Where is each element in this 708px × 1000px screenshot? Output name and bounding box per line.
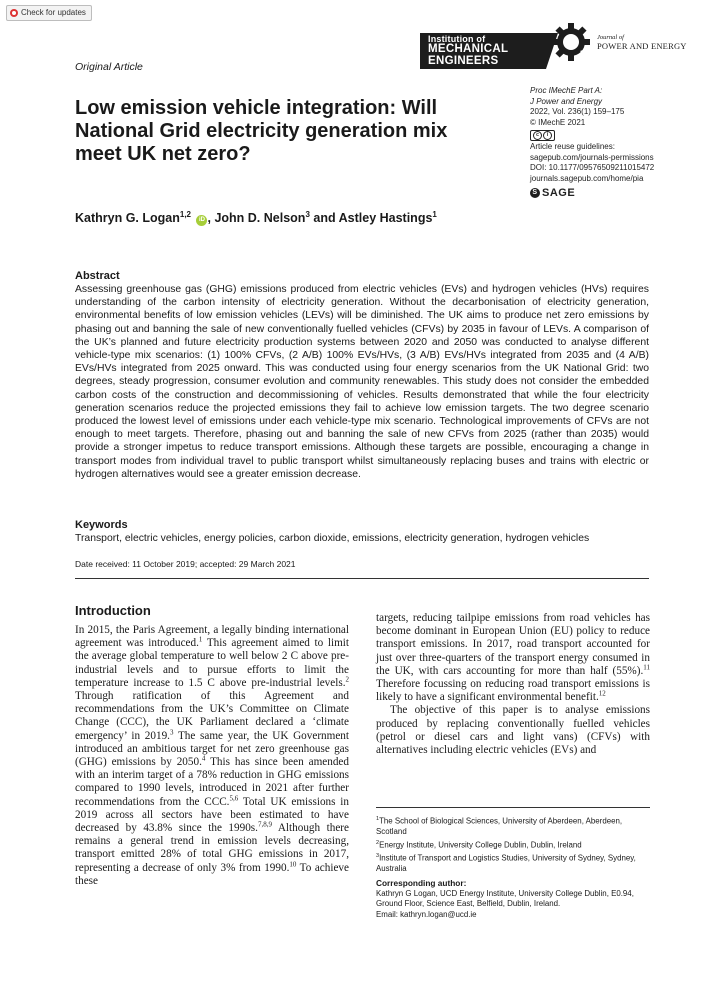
- journal-home-link[interactable]: journals.sagepub.com/home/pia: [530, 173, 644, 183]
- article-type: Original Article: [75, 61, 143, 73]
- publisher-logo-line1: Institution of: [428, 34, 486, 44]
- citation[interactable]: 4: [201, 754, 206, 763]
- author-list: [75, 210, 437, 226]
- orcid-icon[interactable]: iD: [196, 215, 207, 226]
- article-dates: Date received: 11 October 2019; accepted: 29 March 2021: [75, 559, 296, 569]
- footnote-divider: [376, 807, 650, 808]
- citation[interactable]: 11: [643, 663, 650, 672]
- doi-link[interactable]: DOI: 10.1177/09576509211015472: [530, 163, 655, 172]
- volume-info: 2022, Vol. 236(1) 159–175: [530, 107, 625, 116]
- journal-title: POWER AND ENERGY: [597, 41, 687, 51]
- citation[interactable]: 5,6: [229, 793, 239, 802]
- creative-commons-icon: c i: [530, 130, 555, 141]
- journal-of: Journal of: [597, 34, 624, 41]
- citation[interactable]: 10: [289, 859, 297, 868]
- proc-label: Proc IMechE Part A:: [530, 86, 603, 95]
- reuse-link[interactable]: sagepub.com/journals-permissions: [530, 152, 654, 162]
- body-paragraph: The objective of this paper is to analyse emissions produced by replacing conventionally fuelled vehicles (petrol or diesel cars and light vans) (CFVs) with alternatives including electric vehicles (EVs) and: [376, 704, 650, 757]
- author-affiliation: 3: [305, 210, 310, 219]
- body-column-right: [376, 612, 650, 757]
- author-separator: ,: [207, 211, 211, 226]
- corresponding-author-heading: Corresponding author:: [376, 878, 467, 889]
- body-paragraph: targets, reducing tailpipe emissions from road vehicles has become dominant in European Union (EU) policy to reduce transport emissions. In 2017, road transport accounted for just over three-quarters of the transport energy consumed in the UK, with cars accounting for more than half (55%).$^{11}$ Therefore focussing on reducing road transport emissions is likely to have a significant environmental benefit.$^{12}$: [376, 612, 650, 704]
- journal-abbrev: J Power and Energy: [530, 96, 603, 106]
- check-for-updates-button[interactable]: [6, 5, 92, 21]
- author-name: Astley Hastings: [338, 211, 433, 226]
- copyright: © IMechE 2021: [530, 117, 586, 127]
- body-column-left: [75, 624, 349, 888]
- author-affiliation: 1,2: [179, 210, 191, 219]
- corresponding-author-text: Kathryn G Logan, UCD Energy Institute, University College Dublin, E0.94, Ground Floor, Science East, Belfield, Dublin, Ireland.: [376, 888, 634, 909]
- check-updates-label: Check for updates: [21, 8, 86, 17]
- affiliation-note: $^1$The School of Biological Sciences, University of Aberdeen, Aberdeen, Scotland: [376, 816, 623, 837]
- publisher-logo-line3: ENGINEERS: [428, 55, 499, 67]
- citation[interactable]: 3: [169, 727, 174, 736]
- introduction-heading: Introduction: [75, 603, 151, 618]
- section-divider: [75, 578, 649, 579]
- author-separator: and: [313, 211, 336, 226]
- citation[interactable]: 2: [345, 675, 349, 684]
- footnotes: [376, 814, 650, 920]
- citation[interactable]: 1: [198, 635, 203, 644]
- body-paragraph: In 2015, the Paris Agreement, a legally binding international agreement was introduced.$^1$ This agreement aimed to limit the average global temperature to well below 2 C above pre-industrial levels and to pursue efforts to limit the temperature increase to 1.5 C above pre-industrial levels.$^2$ Through ratification of this Agreement and recommendations from the UK’s Committee on Climate Change (CCC), the UK Parliament declared a ‘climate emergency’ in 2019.$^3$ The same year, the UK Government introduced an ambitious target for net zero greenhouse gas (GHG) emissions by 2050.$^4$ This has since been amended with an interim target of a 78% reduction in GHG emissions compared to 1990 levels, introduced in 2021 after further recommendations from the CCC.$^{5,6}$ Total UK emissions in 2019 across all sectors have been estimated to have decreased by 43.8% since the 1990s.$^{7,8,9}$ Although there remains a general trend in emission levels decreasing, transport emitted 28% of total GHG emissions in 2017, representing a decrease of only 3% from 1990.10 To achieve these: [75, 624, 350, 887]
- crossmark-icon: [10, 9, 18, 17]
- keywords-heading: Keywords: [75, 519, 128, 531]
- sage-wordmark: SAGE: [542, 187, 576, 199]
- sage-logo: [530, 188, 690, 199]
- affiliation-note: $^2$Energy Institute, University College Dublin, Dublin, Ireland: [376, 839, 582, 850]
- author-name: John D. Nelson: [214, 211, 306, 226]
- sage-icon: S: [530, 188, 540, 198]
- abstract-text: Assessing greenhouse gas (GHG) emissions produced from electric vehicles (EVs) and hydrogen vehicles (HVs) requires understanding of the carbon intensity of electricity generation. Without the decarbonisation of electricity generation, environmental benefits of low emission vehicles (LEVs) will be diminished. The UK aims to produce net zero emissions by phasing out and banning the sale of new conventionally fuelled vehicles (CFVs) by 2035 in favour of LEVs. A comparison of the UK’s planned and future electricity production systems between 2020 and 2050 was conducted to analyse different vehicle-type mix scenarios: (1) 100% CFVs, (2 A/B) 100% EVs/HVs, (3 A/B) EVs/HVs integrated from 2035 and (4 A/B) EVs/HVs integrated from 2025 onward. This was conducted using four energy scenarios from the UK National Grid: two degrees, steady progression, consumer evolution and community renewables. This study does not consider the embedded carbon costs of the construction and decommissioning of vehicles. Results demonstrated that while the four electricity generation scenarios reduce the projected emissions they fail to achieve low emission targets. The two degree scenario produced the lowest level of emissions under each vehicle-type mix scenario. Technological improvements of CFVs are not enough to meet targets. Therefore, phasing out and banning the sale of new CFVs from 2025 (rather than 2035) would provide a stronger impetus to reduce transport emissions. Although these targets are possible, encouraging a change in transport modes from individual travel to public transport whilst simultaneously replacing buses and trains with electric or hydrogen alternatives would see a greater emission decrease.: [75, 284, 649, 480]
- publisher-logo-line2: MECHANICAL: [428, 43, 509, 55]
- author-name: Kathryn G. Logan: [75, 211, 180, 226]
- citation[interactable]: 7,8,9: [257, 820, 272, 829]
- reuse-label: Article reuse guidelines:: [530, 142, 615, 151]
- gear-icon: [550, 21, 592, 63]
- article-title: Low emission vehicle integration: Will National Grid electricity generation mix meet UK net zero?: [75, 97, 448, 165]
- publication-info: [530, 86, 690, 199]
- affiliation-note: $^3$Institute of Transport and Logistics Studies, University of Sydney, Sydney, Australia: [376, 852, 636, 873]
- journal-name: [597, 34, 687, 51]
- citation[interactable]: 12: [598, 689, 606, 698]
- publisher-logo: [420, 33, 546, 69]
- abstract-heading: Abstract: [75, 270, 120, 282]
- corresponding-email[interactable]: Email: kathryn.logan@ucd.ie: [376, 909, 477, 919]
- author-affiliation: 1: [432, 210, 437, 219]
- keywords-text: Transport, electric vehicles, energy policies, carbon dioxide, emissions, electricity generation, hydrogen vehicles: [75, 533, 590, 544]
